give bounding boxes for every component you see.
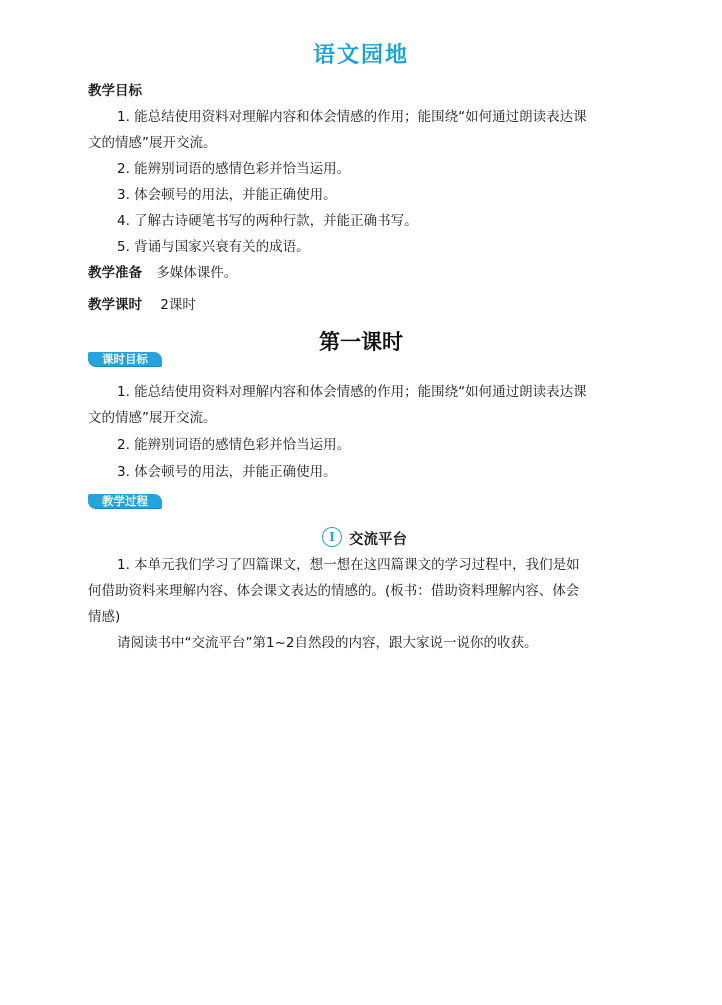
objective-1-cont: 文的情感”展开交流。 — [88, 135, 217, 151]
roman-numeral-icon: I — [322, 527, 342, 547]
goal-1-cont: 文的情感”展开交流。 — [88, 410, 217, 426]
periods-row — [88, 296, 196, 314]
periods-label: 教学课时 — [88, 297, 142, 313]
para2: 请阅读书中“交流平台”第1~2自然段的内容，跟大家说一说你的收获。 — [117, 635, 538, 651]
preparation-value: 多媒体课件。 — [156, 265, 238, 281]
objective-2: 2. 能辨别词语的感情色彩并恰当运用。 — [117, 161, 351, 177]
goals-tag: 课时目标 — [88, 352, 162, 367]
para1-line1: 1. 本单元我们学习了四篇课文，想一想在这四篇课文的学习过程中，我们是如 — [117, 557, 580, 573]
process-tag: 教学过程 — [88, 494, 162, 509]
objective-3: 3. 体会顿号的用法，并能正确使用。 — [117, 187, 337, 203]
objectives-label: 教学目标 — [88, 83, 142, 99]
section-title: 交流平台 — [349, 532, 407, 548]
goal-3: 3. 体会顿号的用法，并能正确使用。 — [117, 464, 337, 480]
objective-4: 4. 了解古诗硬笔书写的两种行款，并能正确书写。 — [117, 213, 418, 229]
lesson-title: 第一课时 — [319, 329, 403, 354]
objective-1: 1. 能总结使用资料对理解内容和体会情感的作用；能围绕“如何通过朗读表达课 — [117, 109, 587, 125]
page-title: 语文园地 — [312, 43, 409, 68]
preparation-label: 教学准备 — [88, 265, 142, 281]
periods-value: 2课时 — [160, 297, 196, 313]
para1-line3: 情感) — [88, 609, 121, 625]
goal-2: 2. 能辨别词语的感情色彩并恰当运用。 — [117, 437, 351, 453]
objective-5: 5. 背诵与国家兴衰有关的成语。 — [117, 239, 310, 255]
preparation-row — [88, 264, 237, 282]
goal-1: 1. 能总结使用资料对理解内容和体会情感的作用；能围绕“如何通过朗读表达课 — [117, 384, 587, 400]
para1-line2: 何借助资料来理解内容、体会课文表达的情感的。(板书：借助资料理解内容、体会 — [88, 583, 580, 599]
